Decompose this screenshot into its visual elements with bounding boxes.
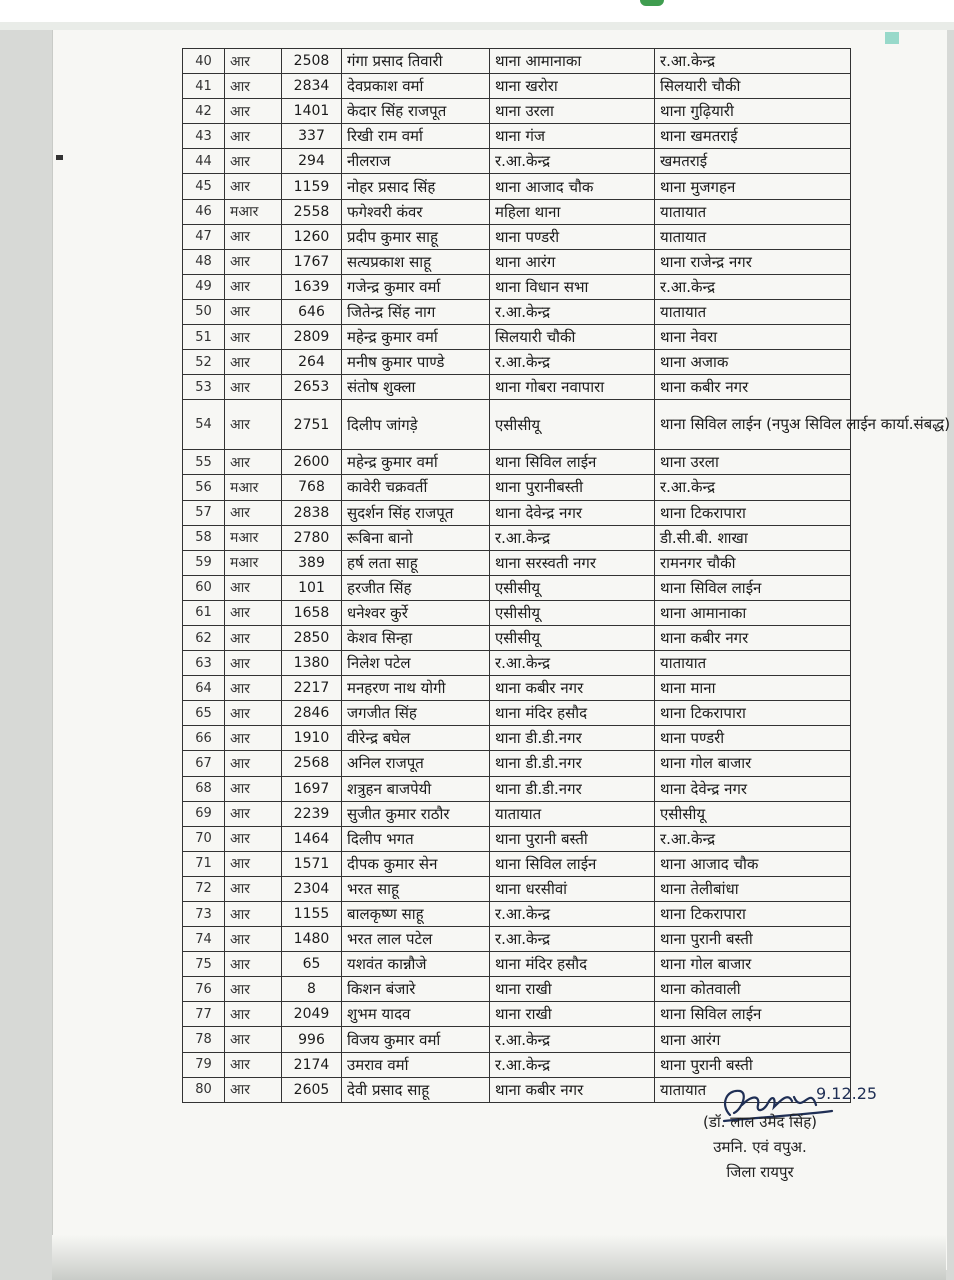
rank-cell: आर bbox=[225, 726, 282, 751]
employee-name-cell: दिलीप जांगड़े bbox=[342, 400, 490, 450]
rank-cell: आर bbox=[225, 1077, 282, 1102]
new-posting-cell: थाना पुरानी बस्ती bbox=[655, 1052, 851, 1077]
new-posting-cell: थाना राजेन्द्र नगर bbox=[655, 249, 851, 274]
buckle-number-cell: 996 bbox=[282, 1027, 342, 1052]
employee-name-cell: कावेरी चक्रवर्ती bbox=[342, 475, 490, 500]
new-posting-cell: थाना गुढ़ियारी bbox=[655, 99, 851, 124]
new-posting-cell: थाना आजाद चौक bbox=[655, 851, 851, 876]
current-posting-cell: र.आ.केन्द्र bbox=[490, 299, 655, 324]
new-posting-cell: थाना तेलीबांधा bbox=[655, 876, 851, 901]
current-posting-cell: एसीसीयू bbox=[490, 575, 655, 600]
serial-number-cell: 66 bbox=[183, 726, 225, 751]
employee-name-cell: दिलीप भगत bbox=[342, 826, 490, 851]
table-row bbox=[183, 1002, 851, 1027]
new-posting-cell: र.आ.केन्द्र bbox=[655, 49, 851, 74]
serial-number-cell: 52 bbox=[183, 350, 225, 375]
current-posting-cell: महिला थाना bbox=[490, 199, 655, 224]
buckle-number-cell: 2653 bbox=[282, 375, 342, 400]
new-posting-cell: यातायात bbox=[655, 651, 851, 676]
buckle-number-cell: 1571 bbox=[282, 851, 342, 876]
rank-cell: आर bbox=[225, 952, 282, 977]
new-posting-cell: थाना नेवरा bbox=[655, 325, 851, 350]
new-posting-cell: थाना अजाक bbox=[655, 350, 851, 375]
serial-number-cell: 64 bbox=[183, 676, 225, 701]
buckle-number-cell: 768 bbox=[282, 475, 342, 500]
rank-cell: आर bbox=[225, 651, 282, 676]
employee-name-cell: उमराव वर्मा bbox=[342, 1052, 490, 1077]
current-posting-cell: र.आ.केन्द्र bbox=[490, 149, 655, 174]
new-posting-cell: यातायात bbox=[655, 1077, 851, 1102]
new-posting-cell: थाना उरला bbox=[655, 450, 851, 475]
current-posting-cell: र.आ.केन्द्र bbox=[490, 902, 655, 927]
serial-number-cell: 45 bbox=[183, 174, 225, 199]
current-posting-cell: थाना आजाद चौक bbox=[490, 174, 655, 199]
serial-number-cell: 41 bbox=[183, 74, 225, 99]
employee-name-cell: देवी प्रसाद साहू bbox=[342, 1077, 490, 1102]
rank-cell: आर bbox=[225, 1027, 282, 1052]
current-posting-cell: र.आ.केन्द्र bbox=[490, 350, 655, 375]
employee-name-cell: दीपक कुमार सेन bbox=[342, 851, 490, 876]
current-posting-cell: थाना पुरानीबस्ती bbox=[490, 475, 655, 500]
rank-cell: आर bbox=[225, 350, 282, 375]
serial-number-cell: 71 bbox=[183, 851, 225, 876]
buckle-number-cell: 101 bbox=[282, 575, 342, 600]
employee-name-cell: महेन्द्र कुमार वर्मा bbox=[342, 450, 490, 475]
rank-cell: आर bbox=[225, 851, 282, 876]
buckle-number-cell: 1401 bbox=[282, 99, 342, 124]
rank-cell: आर bbox=[225, 751, 282, 776]
table-row bbox=[183, 751, 851, 776]
employee-name-cell: हरजीत सिंह bbox=[342, 575, 490, 600]
buckle-number-cell: 2850 bbox=[282, 625, 342, 650]
new-posting-cell: एसीसीयू bbox=[655, 801, 851, 826]
new-posting-cell: थाना टिकरापारा bbox=[655, 500, 851, 525]
employee-name-cell: सत्यप्रकाश साहू bbox=[342, 249, 490, 274]
rank-cell: आर bbox=[225, 927, 282, 952]
table-row bbox=[183, 927, 851, 952]
employee-name-cell: मनीष कुमार पाण्डे bbox=[342, 350, 490, 375]
current-posting-cell: थाना डी.डी.नगर bbox=[490, 776, 655, 801]
table-row bbox=[183, 977, 851, 1002]
signature-date: 9.12.25 bbox=[816, 1084, 878, 1103]
new-posting-cell: यातायात bbox=[655, 199, 851, 224]
serial-number-cell: 72 bbox=[183, 876, 225, 901]
serial-number-cell: 60 bbox=[183, 575, 225, 600]
table-row bbox=[183, 1052, 851, 1077]
serial-number-cell: 67 bbox=[183, 751, 225, 776]
transfer-table bbox=[182, 48, 951, 1103]
new-posting-cell: थाना मुजगहन bbox=[655, 174, 851, 199]
table-row bbox=[183, 952, 851, 977]
current-posting-cell: थाना गंज bbox=[490, 124, 655, 149]
serial-number-cell: 40 bbox=[183, 49, 225, 74]
buckle-number-cell: 2600 bbox=[282, 450, 342, 475]
serial-number-cell: 62 bbox=[183, 625, 225, 650]
employee-name-cell: विजय कुमार वर्मा bbox=[342, 1027, 490, 1052]
rank-cell: मआर bbox=[225, 475, 282, 500]
rank-cell: आर bbox=[225, 224, 282, 249]
employee-name-cell: गंगा प्रसाद तिवारी bbox=[342, 49, 490, 74]
employee-name-cell: फगेश्वरी कंवर bbox=[342, 199, 490, 224]
new-posting-cell: सिलयारी चौकी bbox=[655, 74, 851, 99]
serial-number-cell: 53 bbox=[183, 375, 225, 400]
rank-cell: आर bbox=[225, 977, 282, 1002]
buckle-number-cell: 2174 bbox=[282, 1052, 342, 1077]
current-posting-cell: एसीसीयू bbox=[490, 625, 655, 650]
current-posting-cell: थाना राखी bbox=[490, 977, 655, 1002]
rank-cell: आर bbox=[225, 149, 282, 174]
serial-number-cell: 79 bbox=[183, 1052, 225, 1077]
current-posting-cell: थाना कबीर नगर bbox=[490, 676, 655, 701]
table-row bbox=[183, 249, 851, 274]
serial-number-cell: 49 bbox=[183, 274, 225, 299]
rank-cell: आर bbox=[225, 1002, 282, 1027]
new-posting-cell: थाना खमतराई bbox=[655, 124, 851, 149]
current-posting-cell: थाना आरंग bbox=[490, 249, 655, 274]
rank-cell: आर bbox=[225, 74, 282, 99]
transfer-table-body bbox=[183, 49, 951, 1103]
employee-name-cell: महेन्द्र कुमार वर्मा bbox=[342, 325, 490, 350]
table-row bbox=[183, 525, 851, 550]
employee-name-cell: शुभम यादव bbox=[342, 1002, 490, 1027]
serial-number-cell: 74 bbox=[183, 927, 225, 952]
buckle-number-cell: 8 bbox=[282, 977, 342, 1002]
new-posting-cell: थाना देवेन्द्र नगर bbox=[655, 776, 851, 801]
current-posting-cell: एसीसीयू bbox=[490, 600, 655, 625]
employee-name-cell: यशवंत कान्नौजे bbox=[342, 952, 490, 977]
serial-number-cell: 51 bbox=[183, 325, 225, 350]
serial-number-cell: 61 bbox=[183, 600, 225, 625]
rank-cell: आर bbox=[225, 902, 282, 927]
employee-name-cell: नोहर प्रसाद सिंह bbox=[342, 174, 490, 199]
table-row bbox=[183, 500, 851, 525]
current-posting-cell: थाना विधान सभा bbox=[490, 274, 655, 299]
employee-name-cell: संतोष शुक्ला bbox=[342, 375, 490, 400]
new-posting-cell: थाना सिविल लाईन bbox=[655, 1002, 851, 1027]
table-row bbox=[183, 676, 851, 701]
table-row bbox=[183, 375, 851, 400]
current-posting-cell: थाना पण्डरी bbox=[490, 224, 655, 249]
buckle-number-cell: 1380 bbox=[282, 651, 342, 676]
buckle-number-cell: 1697 bbox=[282, 776, 342, 801]
table-row bbox=[183, 450, 851, 475]
table-row bbox=[183, 550, 851, 575]
table-row bbox=[183, 199, 851, 224]
new-posting-cell: रामनगर चौकी bbox=[655, 550, 851, 575]
new-posting-cell: थाना टिकरापारा bbox=[655, 902, 851, 927]
current-posting-cell: एसीसीयू bbox=[490, 400, 655, 450]
buckle-number-cell: 2217 bbox=[282, 676, 342, 701]
rank-cell: आर bbox=[225, 124, 282, 149]
rank-cell: आर bbox=[225, 876, 282, 901]
buckle-number-cell: 2605 bbox=[282, 1077, 342, 1102]
table-row bbox=[183, 651, 851, 676]
current-posting-cell: थाना धरसीवां bbox=[490, 876, 655, 901]
employee-name-cell: हर्ष लता साहू bbox=[342, 550, 490, 575]
employee-name-cell: सुजीत कुमार राठौर bbox=[342, 801, 490, 826]
new-posting-cell: थाना टिकरापारा bbox=[655, 701, 851, 726]
current-posting-cell: थाना डी.डी.नगर bbox=[490, 726, 655, 751]
serial-number-cell: 57 bbox=[183, 500, 225, 525]
buckle-number-cell: 2558 bbox=[282, 199, 342, 224]
buckle-number-cell: 2751 bbox=[282, 400, 342, 450]
buckle-number-cell: 1155 bbox=[282, 902, 342, 927]
new-posting-cell: थाना कबीर नगर bbox=[655, 625, 851, 650]
rank-cell: आर bbox=[225, 625, 282, 650]
current-posting-cell: र.आ.केन्द्र bbox=[490, 927, 655, 952]
serial-number-cell: 80 bbox=[183, 1077, 225, 1102]
buckle-number-cell: 1658 bbox=[282, 600, 342, 625]
employee-name-cell: जितेन्द्र सिंह नाग bbox=[342, 299, 490, 324]
new-posting-cell: थाना माना bbox=[655, 676, 851, 701]
current-posting-cell: र.आ.केन्द्र bbox=[490, 651, 655, 676]
current-posting-cell: थाना पुरानी बस्ती bbox=[490, 826, 655, 851]
new-posting-cell: थाना कबीर नगर bbox=[655, 375, 851, 400]
buckle-number-cell: 294 bbox=[282, 149, 342, 174]
table-row bbox=[183, 350, 851, 375]
rank-cell: आर bbox=[225, 600, 282, 625]
employee-name-cell: केदार सिंह राजपूत bbox=[342, 99, 490, 124]
buckle-number-cell: 2838 bbox=[282, 500, 342, 525]
employee-name-cell: सुदर्शन सिंह राजपूत bbox=[342, 500, 490, 525]
serial-number-cell: 70 bbox=[183, 826, 225, 851]
buckle-number-cell: 1464 bbox=[282, 826, 342, 851]
current-posting-cell: थाना गोबरा नवापारा bbox=[490, 375, 655, 400]
employee-name-cell: जगजीत सिंह bbox=[342, 701, 490, 726]
rank-cell: आर bbox=[225, 801, 282, 826]
current-posting-cell: थाना आमानाका bbox=[490, 49, 655, 74]
employee-name-cell: भरत साहू bbox=[342, 876, 490, 901]
employee-name-cell: गजेन्द्र कुमार वर्मा bbox=[342, 274, 490, 299]
table-row bbox=[183, 299, 851, 324]
current-posting-cell: थाना कबीर नगर bbox=[490, 1077, 655, 1102]
current-posting-cell: थाना मंदिर हसौद bbox=[490, 701, 655, 726]
employee-name-cell: मनहरण नाथ योगी bbox=[342, 676, 490, 701]
employee-name-cell: शत्रुहन बाजपेयी bbox=[342, 776, 490, 801]
page-shadow bbox=[52, 1235, 946, 1280]
employee-name-cell: वीरेन्द्र बघेल bbox=[342, 726, 490, 751]
current-posting-cell: थाना मंदिर हसौद bbox=[490, 952, 655, 977]
buckle-number-cell: 2508 bbox=[282, 49, 342, 74]
rank-cell: आर bbox=[225, 1052, 282, 1077]
buckle-number-cell: 1260 bbox=[282, 224, 342, 249]
serial-number-cell: 46 bbox=[183, 199, 225, 224]
table-row bbox=[183, 625, 851, 650]
serial-number-cell: 65 bbox=[183, 701, 225, 726]
serial-number-cell: 47 bbox=[183, 224, 225, 249]
serial-number-cell: 59 bbox=[183, 550, 225, 575]
table-row bbox=[183, 400, 851, 450]
employee-name-cell: किशन बंजारे bbox=[342, 977, 490, 1002]
serial-number-cell: 69 bbox=[183, 801, 225, 826]
table-row bbox=[183, 1027, 851, 1052]
serial-number-cell: 75 bbox=[183, 952, 225, 977]
employee-name-cell: रिखी राम वर्मा bbox=[342, 124, 490, 149]
buckle-number-cell: 1159 bbox=[282, 174, 342, 199]
table-row bbox=[183, 575, 851, 600]
rank-cell: आर bbox=[225, 701, 282, 726]
buckle-number-cell: 2846 bbox=[282, 701, 342, 726]
current-posting-cell: र.आ.केन्द्र bbox=[490, 1052, 655, 1077]
buckle-number-cell: 2809 bbox=[282, 325, 342, 350]
serial-number-cell: 44 bbox=[183, 149, 225, 174]
officer-district: जिला रायपुर bbox=[726, 1163, 794, 1181]
table-row bbox=[183, 826, 851, 851]
employee-name-cell: रूबिना बानो bbox=[342, 525, 490, 550]
rank-cell: मआर bbox=[225, 525, 282, 550]
serial-number-cell: 42 bbox=[183, 99, 225, 124]
buckle-number-cell: 1767 bbox=[282, 249, 342, 274]
rank-cell: आर bbox=[225, 575, 282, 600]
current-posting-cell: थाना देवेन्द्र नगर bbox=[490, 500, 655, 525]
current-posting-cell: यातायात bbox=[490, 801, 655, 826]
new-posting-cell: थाना गोल बाजार bbox=[655, 952, 851, 977]
buckle-number-cell: 1480 bbox=[282, 927, 342, 952]
new-posting-cell: थाना कोतवाली bbox=[655, 977, 851, 1002]
new-posting-cell: यातायात bbox=[655, 224, 851, 249]
new-posting-cell: थाना आमानाका bbox=[655, 600, 851, 625]
rank-cell: आर bbox=[225, 49, 282, 74]
serial-number-cell: 58 bbox=[183, 525, 225, 550]
serial-number-cell: 68 bbox=[183, 776, 225, 801]
table-row bbox=[183, 776, 851, 801]
rank-cell: मआर bbox=[225, 550, 282, 575]
serial-number-cell: 63 bbox=[183, 651, 225, 676]
table-row bbox=[183, 475, 851, 500]
current-posting-cell: थाना सिविल लाईन bbox=[490, 851, 655, 876]
new-posting-cell: थाना आरंग bbox=[655, 1027, 851, 1052]
rank-cell: आर bbox=[225, 375, 282, 400]
buckle-number-cell: 2568 bbox=[282, 751, 342, 776]
table-row bbox=[183, 224, 851, 249]
buckle-number-cell: 264 bbox=[282, 350, 342, 375]
employee-name-cell: देवप्रकाश वर्मा bbox=[342, 74, 490, 99]
rank-cell: मआर bbox=[225, 199, 282, 224]
serial-number-cell: 55 bbox=[183, 450, 225, 475]
table-row bbox=[183, 49, 851, 74]
new-posting-cell: थाना सिविल लाईन (नपुअ सिविल लाईन कार्या.संबद्ध) bbox=[655, 400, 851, 450]
table-row bbox=[183, 99, 851, 124]
table-row bbox=[183, 325, 851, 350]
new-posting-cell: थाना पुरानी बस्ती bbox=[655, 927, 851, 952]
current-posting-cell: थाना उरला bbox=[490, 99, 655, 124]
new-posting-cell: थाना पण्डरी bbox=[655, 726, 851, 751]
serial-number-cell: 77 bbox=[183, 1002, 225, 1027]
buckle-number-cell: 646 bbox=[282, 299, 342, 324]
rank-cell: आर bbox=[225, 174, 282, 199]
serial-number-cell: 54 bbox=[183, 400, 225, 450]
buckle-number-cell: 2834 bbox=[282, 74, 342, 99]
rank-cell: आर bbox=[225, 99, 282, 124]
new-posting-cell: यातायात bbox=[655, 299, 851, 324]
table-row bbox=[183, 74, 851, 99]
buckle-number-cell: 389 bbox=[282, 550, 342, 575]
current-posting-cell: थाना सरस्वती नगर bbox=[490, 550, 655, 575]
rank-cell: आर bbox=[225, 500, 282, 525]
serial-number-cell: 43 bbox=[183, 124, 225, 149]
current-posting-cell: थाना राखी bbox=[490, 1002, 655, 1027]
new-posting-cell: र.आ.केन्द्र bbox=[655, 826, 851, 851]
rank-cell: आर bbox=[225, 274, 282, 299]
new-posting-cell: डी.सी.बी. शाखा bbox=[655, 525, 851, 550]
rank-cell: आर bbox=[225, 299, 282, 324]
current-posting-cell: थाना खरोरा bbox=[490, 74, 655, 99]
signature-block bbox=[680, 1110, 840, 1185]
table-row bbox=[183, 701, 851, 726]
table-row bbox=[183, 600, 851, 625]
rank-cell: आर bbox=[225, 776, 282, 801]
employee-name-cell: बालकृष्ण साहू bbox=[342, 902, 490, 927]
table-row bbox=[183, 274, 851, 299]
table-row bbox=[183, 876, 851, 901]
buckle-number-cell: 2049 bbox=[282, 1002, 342, 1027]
rank-cell: आर bbox=[225, 676, 282, 701]
rank-cell: आर bbox=[225, 450, 282, 475]
serial-number-cell: 56 bbox=[183, 475, 225, 500]
rank-cell: आर bbox=[225, 400, 282, 450]
serial-number-cell: 48 bbox=[183, 249, 225, 274]
employee-name-cell: धनेश्वर कुर्रे bbox=[342, 600, 490, 625]
employee-name-cell: नीलराज bbox=[342, 149, 490, 174]
corner-mark bbox=[885, 32, 899, 44]
new-posting-cell: थाना गोल बाजार bbox=[655, 751, 851, 776]
table-row bbox=[183, 174, 851, 199]
serial-number-cell: 50 bbox=[183, 299, 225, 324]
employee-name-cell: भरत लाल पटेल bbox=[342, 927, 490, 952]
buckle-number-cell: 2304 bbox=[282, 876, 342, 901]
new-posting-cell: खमतराई bbox=[655, 149, 851, 174]
screen-top-bar bbox=[0, 0, 954, 22]
current-posting-cell: थाना डी.डी.नगर bbox=[490, 751, 655, 776]
current-posting-cell: र.आ.केन्द्र bbox=[490, 525, 655, 550]
table-row bbox=[183, 124, 851, 149]
buckle-number-cell: 1639 bbox=[282, 274, 342, 299]
table-row bbox=[183, 851, 851, 876]
table-row bbox=[183, 726, 851, 751]
margin-mark bbox=[56, 155, 63, 160]
current-posting-cell: थाना सिविल लाईन bbox=[490, 450, 655, 475]
new-posting-cell: थाना सिविल लाईन bbox=[655, 575, 851, 600]
rank-cell: आर bbox=[225, 325, 282, 350]
rank-cell: आर bbox=[225, 826, 282, 851]
buckle-number-cell: 2780 bbox=[282, 525, 342, 550]
top-band bbox=[0, 22, 954, 30]
buckle-number-cell: 1910 bbox=[282, 726, 342, 751]
officer-name: (डॉ. लाल उमेद सिंह) bbox=[702, 1113, 818, 1131]
new-posting-cell: र.आ.केन्द्र bbox=[655, 274, 851, 299]
table-row bbox=[183, 149, 851, 174]
serial-number-cell: 73 bbox=[183, 902, 225, 927]
new-posting-cell: र.आ.केन्द्र bbox=[655, 475, 851, 500]
current-posting-cell: र.आ.केन्द्र bbox=[490, 1027, 655, 1052]
employee-name-cell: केशव सिन्हा bbox=[342, 625, 490, 650]
serial-number-cell: 76 bbox=[183, 977, 225, 1002]
buckle-number-cell: 337 bbox=[282, 124, 342, 149]
table-row bbox=[183, 902, 851, 927]
table-row bbox=[183, 801, 851, 826]
employee-name-cell: निलेश पटेल bbox=[342, 651, 490, 676]
employee-name-cell: प्रदीप कुमार साहू bbox=[342, 224, 490, 249]
buckle-number-cell: 2239 bbox=[282, 801, 342, 826]
current-posting-cell: सिलयारी चौकी bbox=[490, 325, 655, 350]
employee-name-cell: अनिल राजपूत bbox=[342, 751, 490, 776]
rank-cell: आर bbox=[225, 249, 282, 274]
buckle-number-cell: 65 bbox=[282, 952, 342, 977]
serial-number-cell: 78 bbox=[183, 1027, 225, 1052]
app-indicator-icon bbox=[640, 0, 664, 6]
officer-designation: उमनि. एवं वपुअ. bbox=[713, 1138, 807, 1156]
